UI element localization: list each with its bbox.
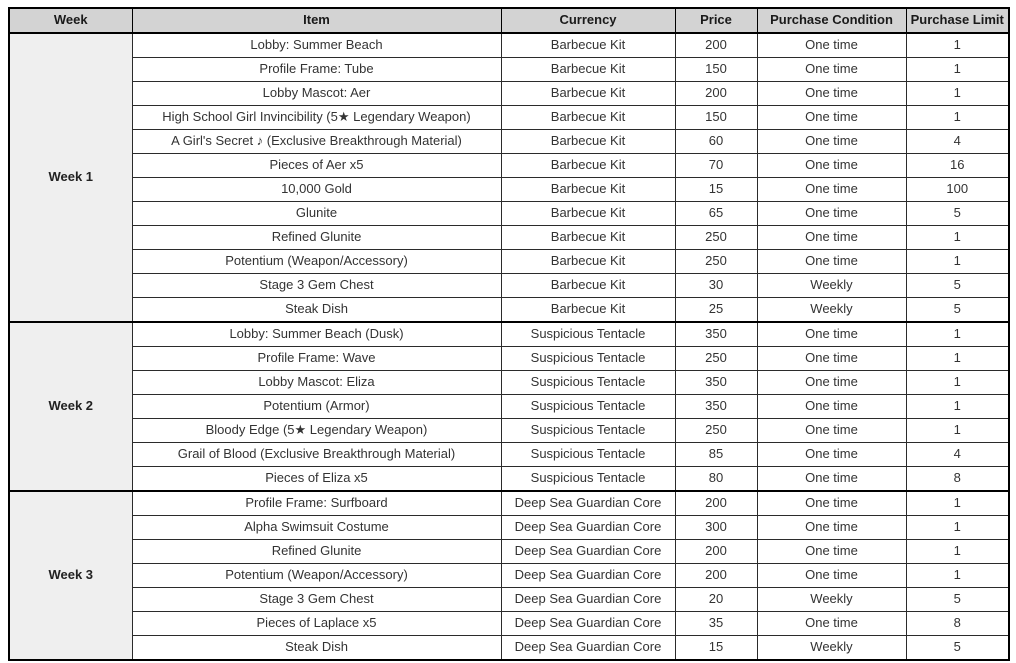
item-cell: Lobby: Summer Beach (Dusk) xyxy=(132,322,501,347)
limit-cell: 1 xyxy=(906,106,1009,130)
limit-cell: 1 xyxy=(906,82,1009,106)
price-cell: 150 xyxy=(675,58,757,82)
currency-cell: Barbecue Kit xyxy=(501,202,675,226)
currency-cell: Deep Sea Guardian Core xyxy=(501,612,675,636)
item-cell: 10,000 Gold xyxy=(132,178,501,202)
week-cell-week-2: Week 2 xyxy=(9,322,132,491)
condition-cell: One time xyxy=(757,612,906,636)
currency-cell: Barbecue Kit xyxy=(501,82,675,106)
currency-cell: Suspicious Tentacle xyxy=(501,347,675,371)
item-cell: Refined Glunite xyxy=(132,540,501,564)
price-cell: 200 xyxy=(675,491,757,516)
price-cell: 200 xyxy=(675,564,757,588)
column-header-price: Price xyxy=(675,8,757,33)
limit-cell: 1 xyxy=(906,371,1009,395)
item-cell: Refined Glunite xyxy=(132,226,501,250)
table-row xyxy=(9,82,1009,106)
price-cell: 35 xyxy=(675,612,757,636)
table-row xyxy=(9,516,1009,540)
limit-cell: 1 xyxy=(906,347,1009,371)
table-row xyxy=(9,443,1009,467)
price-cell: 30 xyxy=(675,274,757,298)
price-cell: 250 xyxy=(675,250,757,274)
limit-cell: 1 xyxy=(906,395,1009,419)
price-cell: 65 xyxy=(675,202,757,226)
limit-cell: 5 xyxy=(906,298,1009,323)
item-cell: Lobby: Summer Beach xyxy=(132,33,501,58)
condition-cell: One time xyxy=(757,371,906,395)
currency-cell: Barbecue Kit xyxy=(501,154,675,178)
table-row xyxy=(9,467,1009,492)
condition-cell: One time xyxy=(757,540,906,564)
table-row xyxy=(9,540,1009,564)
table-row xyxy=(9,371,1009,395)
price-cell: 250 xyxy=(675,419,757,443)
item-cell: Profile Frame: Wave xyxy=(132,347,501,371)
item-cell: A Girl's Secret ♪ (Exclusive Breakthrough Material) xyxy=(132,130,501,154)
limit-cell: 5 xyxy=(906,588,1009,612)
week-cell-week-1: Week 1 xyxy=(9,33,132,322)
table-row xyxy=(9,250,1009,274)
column-header-purchase-limit: Purchase Limit xyxy=(906,8,1009,33)
condition-cell: One time xyxy=(757,322,906,347)
condition-cell: One time xyxy=(757,106,906,130)
limit-cell: 1 xyxy=(906,250,1009,274)
limit-cell: 100 xyxy=(906,178,1009,202)
column-header-week: Week xyxy=(9,8,132,33)
price-cell: 80 xyxy=(675,467,757,492)
column-header-currency: Currency xyxy=(501,8,675,33)
limit-cell: 5 xyxy=(906,274,1009,298)
condition-cell: One time xyxy=(757,467,906,492)
price-cell: 200 xyxy=(675,82,757,106)
item-cell: Stage 3 Gem Chest xyxy=(132,274,501,298)
item-cell: Pieces of Laplace x5 xyxy=(132,612,501,636)
price-cell: 200 xyxy=(675,33,757,58)
table-row xyxy=(9,178,1009,202)
price-cell: 70 xyxy=(675,154,757,178)
currency-cell: Deep Sea Guardian Core xyxy=(501,564,675,588)
condition-cell: One time xyxy=(757,82,906,106)
table-row xyxy=(9,202,1009,226)
price-cell: 25 xyxy=(675,298,757,323)
limit-cell: 8 xyxy=(906,467,1009,492)
limit-cell: 1 xyxy=(906,516,1009,540)
item-cell: Potentium (Weapon/Accessory) xyxy=(132,250,501,274)
limit-cell: 1 xyxy=(906,58,1009,82)
column-header-purchase-condition: Purchase Condition xyxy=(757,8,906,33)
table-row xyxy=(9,33,1009,58)
table-row xyxy=(9,636,1009,661)
item-cell: Lobby Mascot: Aer xyxy=(132,82,501,106)
condition-cell: One time xyxy=(757,130,906,154)
limit-cell: 5 xyxy=(906,202,1009,226)
price-cell: 350 xyxy=(675,322,757,347)
price-cell: 350 xyxy=(675,371,757,395)
condition-cell: Weekly xyxy=(757,274,906,298)
limit-cell: 16 xyxy=(906,154,1009,178)
currency-cell: Suspicious Tentacle xyxy=(501,467,675,492)
limit-cell: 1 xyxy=(906,540,1009,564)
currency-cell: Barbecue Kit xyxy=(501,178,675,202)
table-row xyxy=(9,154,1009,178)
table-row xyxy=(9,612,1009,636)
item-cell: Pieces of Eliza x5 xyxy=(132,467,501,492)
price-cell: 350 xyxy=(675,395,757,419)
currency-cell: Suspicious Tentacle xyxy=(501,395,675,419)
price-cell: 150 xyxy=(675,106,757,130)
currency-cell: Barbecue Kit xyxy=(501,33,675,58)
condition-cell: One time xyxy=(757,395,906,419)
table-row xyxy=(9,322,1009,347)
limit-cell: 1 xyxy=(906,322,1009,347)
price-cell: 85 xyxy=(675,443,757,467)
currency-cell: Deep Sea Guardian Core xyxy=(501,588,675,612)
price-cell: 20 xyxy=(675,588,757,612)
item-cell: Steak Dish xyxy=(132,636,501,661)
item-cell: Grail of Blood (Exclusive Breakthrough Material) xyxy=(132,443,501,467)
condition-cell: One time xyxy=(757,250,906,274)
table-row xyxy=(9,226,1009,250)
condition-cell: One time xyxy=(757,491,906,516)
item-cell: Stage 3 Gem Chest xyxy=(132,588,501,612)
item-cell: Bloody Edge (5★ Legendary Weapon) xyxy=(132,419,501,443)
currency-cell: Suspicious Tentacle xyxy=(501,371,675,395)
currency-cell: Deep Sea Guardian Core xyxy=(501,516,675,540)
condition-cell: One time xyxy=(757,202,906,226)
table-row xyxy=(9,130,1009,154)
price-cell: 60 xyxy=(675,130,757,154)
table-row xyxy=(9,491,1009,516)
item-cell: Profile Frame: Surfboard xyxy=(132,491,501,516)
currency-cell: Suspicious Tentacle xyxy=(501,443,675,467)
condition-cell: One time xyxy=(757,443,906,467)
condition-cell: One time xyxy=(757,226,906,250)
column-header-item: Item xyxy=(132,8,501,33)
table-row xyxy=(9,274,1009,298)
table-row xyxy=(9,298,1009,323)
limit-cell: 1 xyxy=(906,491,1009,516)
limit-cell: 5 xyxy=(906,636,1009,661)
currency-cell: Suspicious Tentacle xyxy=(501,322,675,347)
item-cell: Alpha Swimsuit Costume xyxy=(132,516,501,540)
condition-cell: One time xyxy=(757,419,906,443)
limit-cell: 4 xyxy=(906,443,1009,467)
limit-cell: 8 xyxy=(906,612,1009,636)
limit-cell: 4 xyxy=(906,130,1009,154)
currency-cell: Barbecue Kit xyxy=(501,58,675,82)
table-row xyxy=(9,588,1009,612)
item-cell: Pieces of Aer x5 xyxy=(132,154,501,178)
table-row xyxy=(9,347,1009,371)
condition-cell: One time xyxy=(757,564,906,588)
limit-cell: 1 xyxy=(906,419,1009,443)
limit-cell: 1 xyxy=(906,226,1009,250)
currency-cell: Barbecue Kit xyxy=(501,298,675,323)
currency-cell: Barbecue Kit xyxy=(501,274,675,298)
currency-cell: Deep Sea Guardian Core xyxy=(501,491,675,516)
currency-cell: Barbecue Kit xyxy=(501,250,675,274)
price-cell: 250 xyxy=(675,347,757,371)
table-row xyxy=(9,564,1009,588)
item-cell: High School Girl Invincibility (5★ Legendary Weapon) xyxy=(132,106,501,130)
currency-cell: Deep Sea Guardian Core xyxy=(501,636,675,661)
condition-cell: One time xyxy=(757,33,906,58)
item-cell: Potentium (Armor) xyxy=(132,395,501,419)
condition-cell: One time xyxy=(757,58,906,82)
limit-cell: 1 xyxy=(906,33,1009,58)
item-cell: Potentium (Weapon/Accessory) xyxy=(132,564,501,588)
currency-cell: Deep Sea Guardian Core xyxy=(501,540,675,564)
condition-cell: One time xyxy=(757,347,906,371)
table-row xyxy=(9,58,1009,82)
currency-cell: Suspicious Tentacle xyxy=(501,419,675,443)
condition-cell: One time xyxy=(757,178,906,202)
condition-cell: One time xyxy=(757,516,906,540)
currency-cell: Barbecue Kit xyxy=(501,106,675,130)
condition-cell: Weekly xyxy=(757,588,906,612)
table-row xyxy=(9,419,1009,443)
table-row xyxy=(9,106,1009,130)
header-row xyxy=(9,8,1009,33)
week-cell-week-3: Week 3 xyxy=(9,491,132,660)
condition-cell: Weekly xyxy=(757,636,906,661)
condition-cell: One time xyxy=(757,154,906,178)
item-cell: Lobby Mascot: Eliza xyxy=(132,371,501,395)
price-cell: 15 xyxy=(675,636,757,661)
item-cell: Glunite xyxy=(132,202,501,226)
table-body xyxy=(9,33,1009,660)
price-cell: 300 xyxy=(675,516,757,540)
table-header xyxy=(9,8,1009,33)
event-shop-table xyxy=(8,7,1010,661)
table-row xyxy=(9,395,1009,419)
item-cell: Steak Dish xyxy=(132,298,501,323)
item-cell: Profile Frame: Tube xyxy=(132,58,501,82)
price-cell: 15 xyxy=(675,178,757,202)
price-cell: 250 xyxy=(675,226,757,250)
currency-cell: Barbecue Kit xyxy=(501,226,675,250)
price-cell: 200 xyxy=(675,540,757,564)
currency-cell: Barbecue Kit xyxy=(501,130,675,154)
condition-cell: Weekly xyxy=(757,298,906,323)
limit-cell: 1 xyxy=(906,564,1009,588)
